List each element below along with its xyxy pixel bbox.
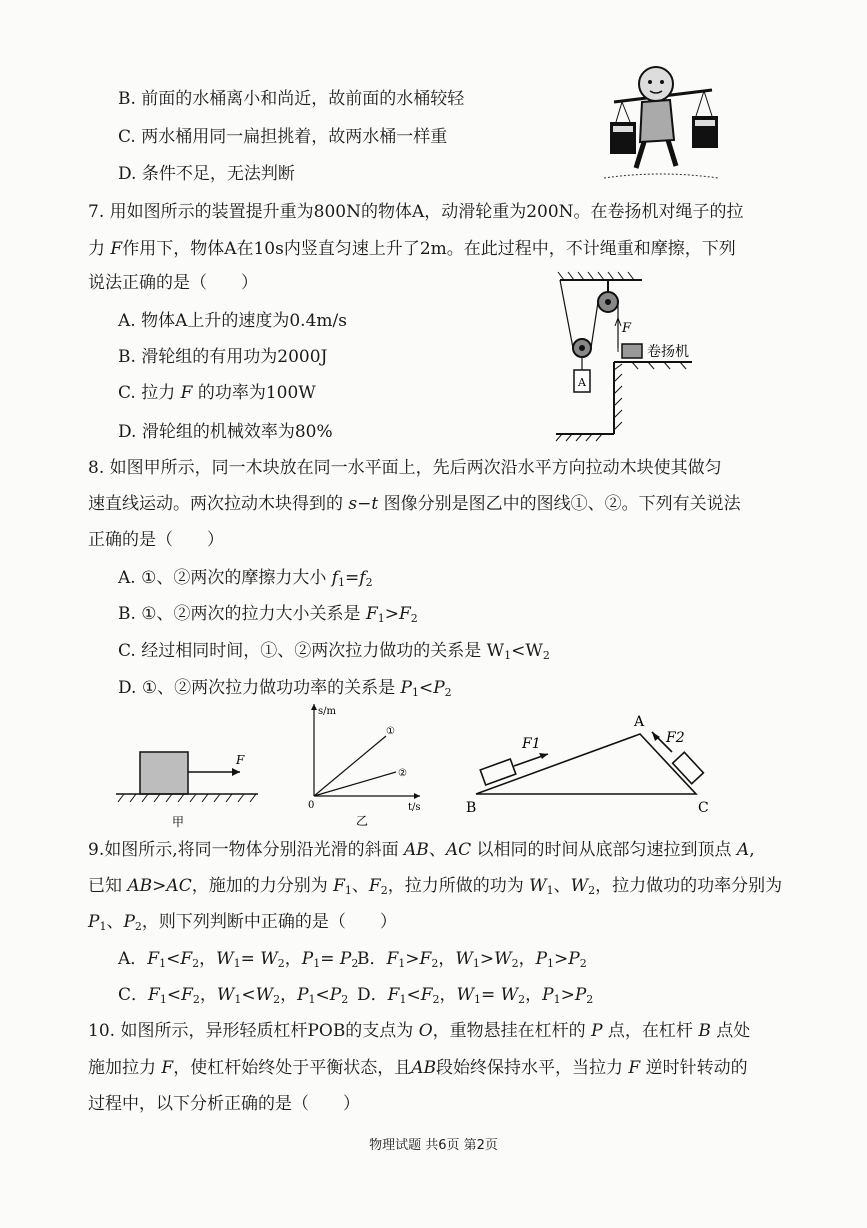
q10-stem-line2: 施加拉力 F，使杠杆始终处于平衡状态，且AB段始终保持水平，当拉力 F 逆时针转动的 xyxy=(88,1058,748,1078)
q9-option-b: B．$F_1>F_2$，$W_1>W_2$，$P_1>P_2$ xyxy=(357,949,587,970)
q6-option-b: B. 前面的水桶离小和尚近，故前面的水桶较轻 xyxy=(118,89,465,109)
pulley-object-label: A xyxy=(578,376,586,389)
pulley-force-label: F xyxy=(622,321,632,336)
q9-option-c: C．$F_1<F_2$，$W_1<W_2$，$P_1<P_2$ xyxy=(118,985,349,1006)
figure-yi-caption: 乙 xyxy=(356,814,369,828)
q7-stem-line2: 力 F作用下，物体A在10s内竖直匀速上升了2m。在此过程中，不计绳重和摩擦，下列 xyxy=(88,239,736,259)
q8-option-c: C. 经过相同时间，①、②两次拉力做功的关系是 $W_1<W_2$ xyxy=(118,641,550,662)
q7-stem-line1: 7. 用如图所示的装置提升重为800N的物体A，动滑轮重为200N。在卷扬机对绳子的拉 xyxy=(88,202,744,222)
q7-option-b: B. 滑轮组的有用功为2000J xyxy=(118,347,328,367)
line-2-label: ② xyxy=(398,768,407,779)
q9-stem-line3: $P_1$、$P_2$，则下列判断中正确的是（ ） xyxy=(88,912,397,933)
monk-carrying-buckets-illustration xyxy=(600,60,725,185)
q10-stem-line3: 过程中，以下分析正确的是（ ） xyxy=(88,1094,360,1114)
q7-option-d: D. 滑轮组的机械效率为80% xyxy=(118,422,333,442)
q8-option-b: B. ①、②两次的拉力大小关系是 $F_1>F_2$ xyxy=(118,604,418,625)
q9-option-a: A．$F_1<F_2$，$W_1= W_2$，$P_1= P_2$ xyxy=(118,949,359,970)
figure-jia-caption: 甲 xyxy=(172,815,185,829)
q10-stem-line1: 10. 如图所示，异形轻质杠杆POB的支点为 O，重物悬挂在杠杆的 P 点，在杠杆 B 点处 xyxy=(88,1021,751,1041)
jia-force-label: F xyxy=(236,753,245,767)
yi-origin-label: 0 xyxy=(308,800,315,811)
figure-yi-st-graph xyxy=(300,700,430,830)
q9-stem-line2: 已知 AB>AC，施加的力分别为 $F_1$、$F_2$，拉力所做的功为 $W_1$、$W_2$，拉力做功的功率分别为 xyxy=(88,876,783,897)
q8-stem-line1: 8. 如图甲所示，同一木块放在同一水平面上，先后两次沿水平方向拉动木块使其做匀 xyxy=(88,458,722,478)
page-footer: 物理试题 共6页 第2页 xyxy=(369,1138,498,1153)
incline-vertex-a-label: A xyxy=(634,714,645,730)
incline-force-f1-label: F1 xyxy=(522,736,541,752)
incline-ab-ac-diagram xyxy=(462,708,726,818)
winch-label: 卷扬机 xyxy=(647,344,689,360)
q7-option-a: A. 物体A上升的速度为0.4m/s xyxy=(118,311,347,331)
q8-stem-line3: 正确的是（ ） xyxy=(88,530,224,550)
figure-jia-block-on-surface xyxy=(112,740,272,830)
q9-option-d: D．$F_1<F_2$，$W_1= W_2$，$P_1>P_2$ xyxy=(357,985,594,1006)
q6-option-d: D. 条件不足，无法判断 xyxy=(118,164,295,184)
yi-x-axis-label: t/s xyxy=(408,802,421,813)
incline-vertex-c-label: C xyxy=(698,800,709,816)
q7-option-c: C. 拉力 F 的功率为100W xyxy=(118,383,316,403)
q8-option-a: A. ①、②两次的摩擦力大小 $f_1=f_2$ xyxy=(118,568,373,589)
q8-stem-line2: 速直线运动。两次拉动木块得到的 s−t 图像分别是图乙中的图线①、②。下列有关说法 xyxy=(88,494,741,514)
line-2 xyxy=(314,772,396,796)
q7-stem-line3: 说法正确的是（ ） xyxy=(88,273,258,293)
q9-stem-line1: 9.如图所示,将同一物体分别沿光滑的斜面 AB、AC 以相同的时间从底部匀速拉到顶点 A, xyxy=(88,840,755,860)
line-1 xyxy=(314,736,386,796)
incline-force-f2-label: F2 xyxy=(666,730,685,746)
q6-option-c: C. 两水桶用同一扁担挑着，故两水桶一样重 xyxy=(118,127,448,147)
q8-option-d: D. ①、②两次拉力做功功率的关系是 $P_1<P_2$ xyxy=(118,678,452,699)
incline-vertex-b-label: B xyxy=(466,800,477,816)
yi-y-axis-label: s/m xyxy=(318,706,336,717)
line-1-label: ① xyxy=(386,726,395,737)
pulley-winch-diagram xyxy=(552,270,722,442)
